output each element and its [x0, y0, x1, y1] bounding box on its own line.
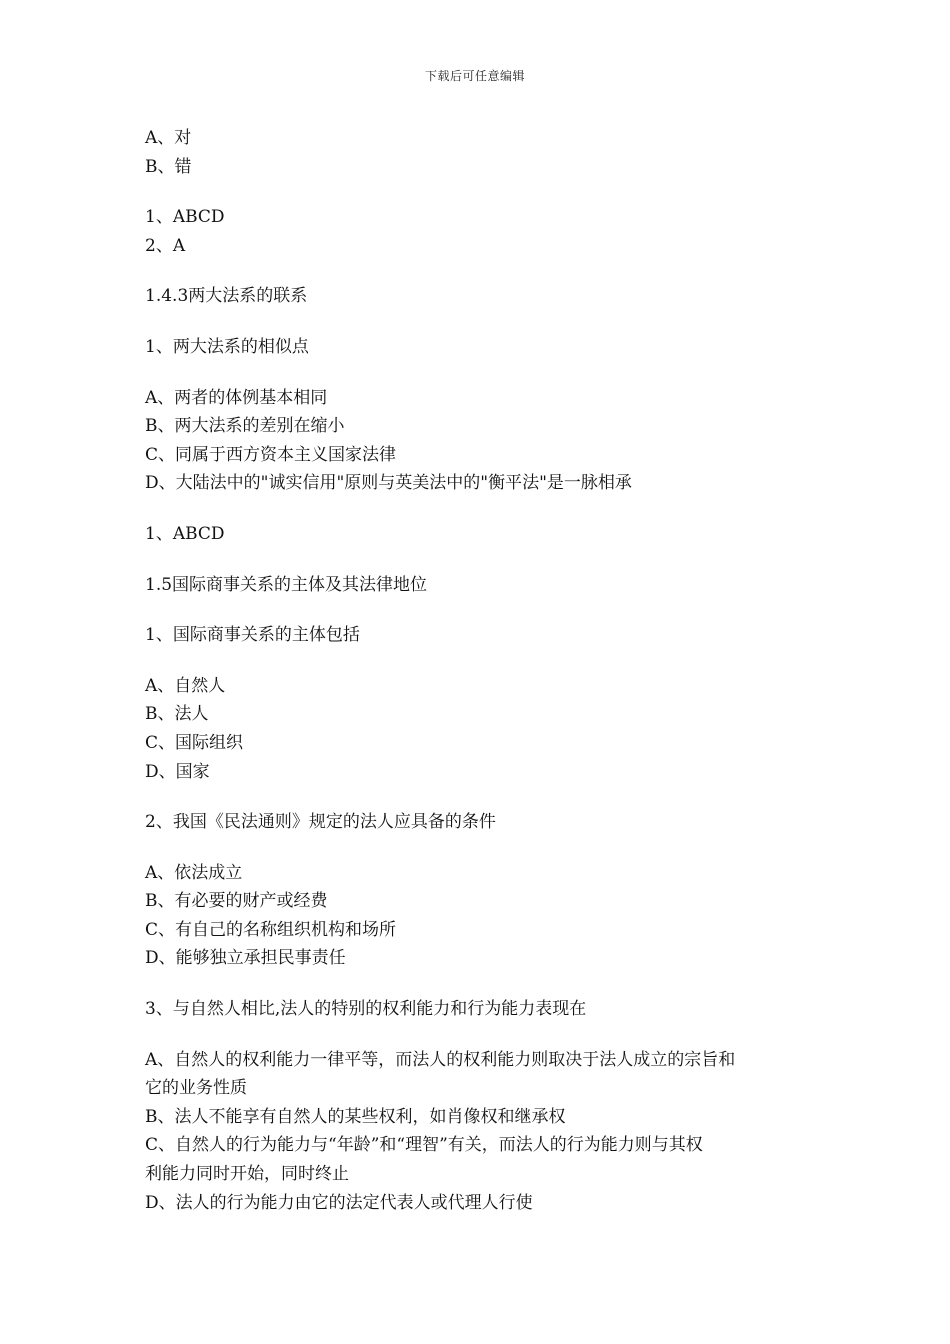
heading-block — [145, 571, 810, 600]
question-line: 3、与自然人相比,法人的特别的权利能力和行为能力表现在 — [145, 999, 587, 1020]
options-line: A、两者的体例基本相同 — [145, 387, 328, 408]
options-block — [145, 384, 810, 498]
options-block — [145, 124, 810, 181]
question-line: 1、国际商事关系的主体包括 — [145, 625, 360, 646]
options-line: D、能够独立承担民事责任 — [145, 948, 346, 969]
options-line: B、法人 — [145, 704, 209, 725]
options-line: A、自然人的权利能力一律平等，而法人的权利能力则取决于法人成立的宗旨和 — [145, 1049, 736, 1070]
options-line: B、错 — [145, 156, 192, 177]
answers-line: 1、ABCD — [145, 207, 225, 228]
options-line: C、自然人的行为能力与“年龄”和“理智”有关，而法人的行为能力则与其权 — [145, 1135, 703, 1156]
question-block — [145, 333, 810, 362]
options-line: D、国家 — [145, 761, 210, 782]
options-line: B、法人不能享有自然人的某些权利，如肖像权和继承权 — [145, 1106, 566, 1127]
options-line: C、有自己的名称组织机构和场所 — [145, 919, 397, 940]
question-line: 2、我国《民法通则》规定的法人应具备的条件 — [145, 812, 496, 833]
answers-line: 2、A — [145, 235, 186, 256]
answers-line: 1、ABCD — [145, 523, 225, 544]
question-block — [145, 808, 810, 837]
options-block — [145, 672, 810, 786]
options-block — [145, 1046, 810, 1218]
options-line: C、同属于西方资本主义国家法律 — [145, 444, 397, 465]
options-line: A、依法成立 — [145, 862, 243, 883]
options-line: D、大陆法中的"诚实信用"原则与英美法中的"衡平法"是一脉相承 — [145, 473, 632, 494]
options-line: D、法人的行为能力由它的法定代表人或代理人行使 — [145, 1192, 533, 1213]
page-header-note: 下载后可任意编辑 — [424, 69, 525, 83]
options-line: 利能力同时开始，同时终止 — [145, 1164, 349, 1185]
heading-line: 1.5国际商事关系的主体及其法律地位 — [145, 574, 428, 595]
options-block — [145, 859, 810, 973]
options-line: A、自然人 — [145, 675, 226, 696]
options-line: B、有必要的财产或经费 — [145, 891, 328, 912]
answers-block — [145, 520, 810, 549]
options-line: B、两大法系的差别在缩小 — [145, 416, 345, 437]
question-block — [145, 995, 810, 1024]
question-block — [145, 621, 810, 650]
heading-line: 1.4.3两大法系的联系 — [145, 286, 308, 307]
answers-block — [145, 203, 810, 260]
options-line: C、国际组织 — [145, 732, 244, 753]
options-line: A、对 — [145, 128, 192, 148]
question-line: 1、两大法系的相似点 — [145, 336, 309, 357]
heading-block — [145, 282, 810, 311]
document-body — [145, 124, 810, 1239]
options-line: 它的业务性质 — [145, 1078, 247, 1099]
